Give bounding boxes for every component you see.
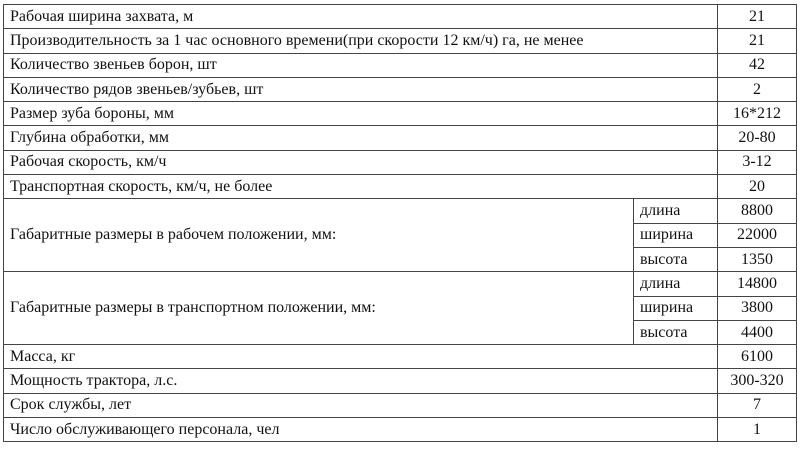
dimension-value: 3800 xyxy=(718,296,797,320)
row-value: 20 xyxy=(718,175,797,199)
row-label: Количество звеньев борон, шт xyxy=(4,53,718,77)
dimension-name: длина xyxy=(634,272,718,296)
row-value: 2 xyxy=(718,77,797,101)
row-label: Мощность трактора, л.с. xyxy=(4,369,718,393)
row-label: Размер зуба бороны, мм xyxy=(4,102,718,126)
row-value: 20-80 xyxy=(718,126,797,150)
dimension-name: высота xyxy=(634,320,718,344)
table-row xyxy=(4,175,797,199)
row-label: Число обслуживающего персонала, чел xyxy=(4,418,718,442)
group-label-transport: Габаритные размеры в транспортном положении, мм: xyxy=(4,272,634,345)
table-row xyxy=(4,29,797,53)
table-row xyxy=(4,150,797,174)
table-row xyxy=(4,418,797,442)
row-value: 6100 xyxy=(718,345,797,369)
row-label: Производительность за 1 час основного времени(при скорости 12 км/ч) га, не менее xyxy=(4,29,718,53)
dimension-value: 14800 xyxy=(718,272,797,296)
row-label: Масса, кг xyxy=(4,345,718,369)
table-row xyxy=(4,53,797,77)
table-row xyxy=(4,102,797,126)
row-value: 42 xyxy=(718,53,797,77)
dimension-name: высота xyxy=(634,247,718,271)
dimension-value: 4400 xyxy=(718,320,797,344)
table-row xyxy=(4,369,797,393)
row-label: Транспортная скорость, км/ч, не более xyxy=(4,175,718,199)
dimension-value: 22000 xyxy=(718,223,797,247)
dimension-value: 8800 xyxy=(718,199,797,223)
table-row xyxy=(4,77,797,101)
group-label-working: Габаритные размеры в рабочем положении, мм: xyxy=(4,199,634,272)
table-row xyxy=(4,393,797,417)
row-value: 21 xyxy=(718,29,797,53)
row-label: Срок службы, лет xyxy=(4,393,718,417)
row-label: Рабочая скорость, км/ч xyxy=(4,150,718,174)
table-row xyxy=(4,199,797,223)
row-value: 21 xyxy=(718,5,797,29)
row-value: 3-12 xyxy=(718,150,797,174)
dimension-name: ширина xyxy=(634,223,718,247)
row-label: Количество рядов звеньев/зубьев, шт xyxy=(4,77,718,101)
table-row xyxy=(4,126,797,150)
table-row xyxy=(4,5,797,29)
row-value: 16*212 xyxy=(718,102,797,126)
dimension-name: ширина xyxy=(634,296,718,320)
dimension-value: 1350 xyxy=(718,247,797,271)
table-row xyxy=(4,272,797,296)
dimension-name: длина xyxy=(634,199,718,223)
row-value: 1 xyxy=(718,418,797,442)
row-value: 7 xyxy=(718,393,797,417)
row-label: Рабочая ширина захвата, м xyxy=(4,5,718,29)
table-row xyxy=(4,345,797,369)
row-label: Глубина обработки, мм xyxy=(4,126,718,150)
specifications-table xyxy=(3,4,797,442)
row-value: 300-320 xyxy=(718,369,797,393)
